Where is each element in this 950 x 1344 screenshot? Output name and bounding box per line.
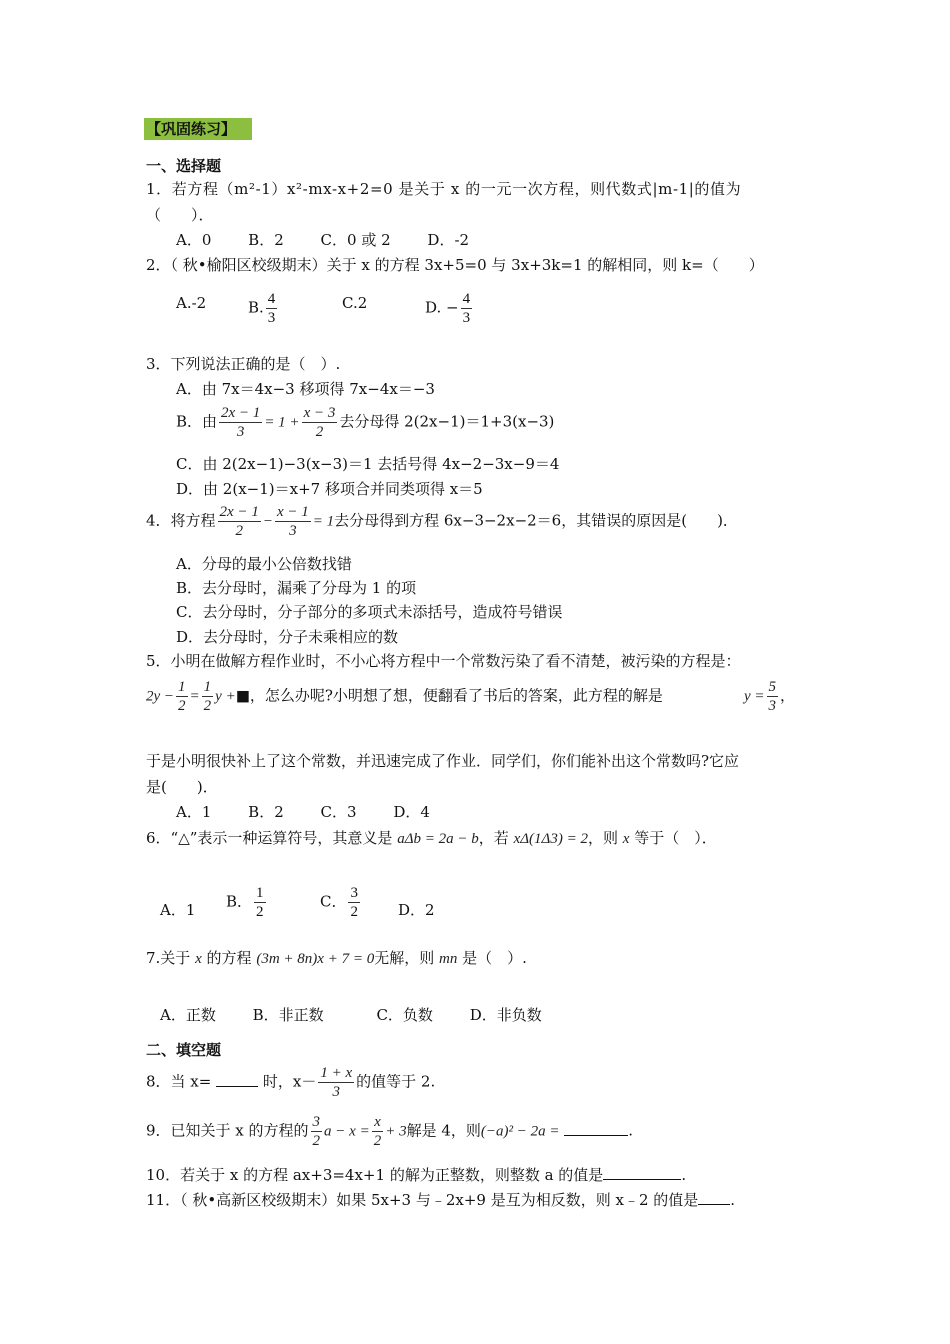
q5-eq-mid: = xyxy=(189,688,200,705)
section-fill-heading: 二、填空题 xyxy=(146,1041,222,1059)
q8-text xyxy=(146,1064,435,1101)
q8-mid: 时，x－ xyxy=(262,1072,317,1091)
q9-m1: a − x = xyxy=(324,1123,370,1140)
q5-option-a: A．1 xyxy=(176,803,212,821)
q10-pre: 10．若关于 x 的方程 ax+3=4x+1 的解为正整数，则整数 a 的值是 xyxy=(146,1166,604,1184)
q9-m2: + 3 xyxy=(385,1123,407,1140)
q11-pre: 11．（ 秋•高新区校级期末）如果 5x+3 与﹣2x+9 是互为相反数，则 x﹣2 的值是 xyxy=(146,1191,699,1209)
q1-option-a: A．0 xyxy=(176,231,212,249)
q4-option-a: A．分母的最小公倍数找错 xyxy=(176,555,352,573)
q6-var: x xyxy=(622,831,630,847)
q5-option-c: C．3 xyxy=(320,803,357,821)
q6-text xyxy=(146,829,717,848)
q4-option-d: D．去分母时，分子未乘相应的数 xyxy=(176,628,399,646)
q1-text-line2: （ ）． xyxy=(146,206,214,224)
q9-pre: 9．已知关于 x 的方程的 xyxy=(146,1121,309,1140)
q4-frac1: $\frac{2x - 1}{2}$ xyxy=(219,504,259,539)
q1-options xyxy=(176,231,501,249)
q3-option-b-frac2: $\frac{x - 3}{2}$ xyxy=(303,405,336,440)
q5-option-d: D．4 xyxy=(393,803,430,821)
q9-mid: 解是 4，则 xyxy=(406,1121,481,1140)
q9-text xyxy=(146,1113,633,1150)
q7-option-d: D．非负数 xyxy=(469,1006,542,1024)
q5-comma: ， xyxy=(780,686,796,705)
q7-post: 是（ ）. xyxy=(462,949,527,967)
q7-option-c: C．负数 xyxy=(376,1006,433,1024)
q2-option-d-label: D. xyxy=(425,298,442,317)
q7-mn: mn xyxy=(439,951,458,967)
q7-eq: (3m + 8n)x + 7 = 0 xyxy=(256,951,375,967)
q1-option-b: B．2 xyxy=(248,231,284,249)
q5-blot: ■ xyxy=(235,686,250,705)
q2-option-b-fraction: $\frac{4}{3}$ xyxy=(267,291,276,326)
q6-option-b-fraction: $\frac{1}{2}$ xyxy=(256,885,264,920)
q6-mid2: ，则 xyxy=(587,829,618,847)
q2-option-a: A.-2 xyxy=(176,294,207,312)
q5-equation-line xyxy=(146,678,663,715)
q2-option-b-label: B. xyxy=(248,298,264,317)
q2-option-c: C.2 xyxy=(342,294,368,312)
q8-post: 的值等于 2. xyxy=(356,1072,436,1091)
q3-option-b xyxy=(176,404,554,441)
q3-text: 3．下列说法正确的是（ ）. xyxy=(146,355,341,373)
q6-mid: ，若 xyxy=(478,829,509,847)
q6-post: 等于（ ）． xyxy=(634,829,717,847)
q6-pre: 6．“△”表示一种运算符号，其意义是 xyxy=(146,829,393,847)
q4-text xyxy=(146,503,738,540)
q6-option-c-label: C． xyxy=(320,892,347,911)
q5-option-b: B．2 xyxy=(248,803,284,821)
q10-text xyxy=(146,1165,686,1184)
q9-frac2: $\frac{x}{2}$ xyxy=(373,1114,382,1149)
q9-frac1: $\frac{3}{2}$ xyxy=(312,1114,321,1149)
q5-text-line1: 5．小明在做解方程作业时，不小心将方程中一个常数污染了看不清楚，被污染的方程是： xyxy=(146,652,741,670)
q9-answer-blank[interactable] xyxy=(564,1121,628,1136)
q4-pre: 4．将方程 xyxy=(146,511,216,530)
q2-option-d xyxy=(425,290,474,327)
q8-answer-blank[interactable] xyxy=(216,1072,258,1087)
q7-options xyxy=(160,1006,574,1024)
q11-text xyxy=(146,1190,735,1209)
q5-sol-lead: y = xyxy=(744,688,765,705)
q3-option-b-post: 去分母得 2(2x−1)＝1+3(x−3) xyxy=(339,412,555,431)
q10-answer-blank[interactable] xyxy=(603,1165,681,1180)
q9-post: . xyxy=(628,1121,634,1140)
q6-option-c-fraction: $\frac{3}{2}$ xyxy=(350,885,358,920)
q3-option-b-frac1: $\frac{2x - 1}{3}$ xyxy=(221,405,261,440)
q10-post: . xyxy=(681,1166,687,1184)
q3-option-c: C．由 2(2x−1)−3(x−3)＝1 去括号得 4x−2−3x−9＝4 xyxy=(176,455,560,473)
q2-option-d-fraction: $\frac{4}{3}$ xyxy=(462,291,471,326)
q4-option-c: C．去分母时，分子部分的多项式未添括号，造成符号错误 xyxy=(176,603,563,621)
q7-var: x xyxy=(195,951,202,967)
q2-option-d-minus: − xyxy=(446,298,459,317)
q7-option-b: B．非正数 xyxy=(252,1006,324,1024)
q6-cond: xΔ(1Δ3) = 2 xyxy=(513,831,588,847)
q1-option-c: C．0 或 2 xyxy=(320,231,391,249)
q2-text: 2．（ 秋•榆阳区校级期末）关于 x 的方程 3x+5=0 与 3x+3k=1 的解相同，则 k=（ ） xyxy=(146,256,764,274)
q4-frac2: $\frac{x - 1}{3}$ xyxy=(276,504,309,539)
q6-option-b-label: B． xyxy=(226,892,253,911)
q5-options xyxy=(176,803,462,821)
q7-text xyxy=(146,949,527,968)
practice-banner: 【巩固练习】 xyxy=(144,118,252,140)
section-choice-heading: 一、选择题 xyxy=(146,157,222,175)
q6-option-d: D．2 xyxy=(398,901,435,919)
q9-expr: (−a)² − 2a = xyxy=(480,1123,560,1140)
q4-op: − xyxy=(262,513,273,530)
q4-eq: = 1 xyxy=(312,513,335,530)
q4-post: 去分母得到方程 6x−3−2x−2＝6，其错误的原因是( )． xyxy=(334,511,738,530)
q11-answer-blank[interactable] xyxy=(698,1190,730,1205)
q5-eq-tail: y + xyxy=(215,688,236,705)
q5-mid-text: ，怎么办呢?小明想了想，便翻看了书后的答案，此方程的解是 xyxy=(249,686,663,705)
q5-frac1: $\frac{1}{2}$ xyxy=(178,679,186,714)
q3-option-d: D．由 2(x−1)＝x+7 移项合并同类项得 x＝5 xyxy=(176,480,483,498)
q8-frac: $\frac{1 + x}{3}$ xyxy=(320,1065,353,1100)
q6-option-a: A．1 xyxy=(160,901,196,919)
q3-option-b-mid: = 1 + xyxy=(264,414,300,431)
q5-text-line2: 于是小明很快补上了这个常数，并迅速完成了作业．同学们，你们能补出这个常数吗?它应 xyxy=(146,752,740,770)
q8-pre: 8．当 x= xyxy=(146,1072,212,1091)
q11-post: . xyxy=(730,1191,736,1209)
q2-option-b xyxy=(248,290,279,327)
q7-mid2: 无解，则 xyxy=(374,949,435,967)
q3-option-b-pre: B．由 xyxy=(176,412,218,431)
q5-text-line3: 是( )． xyxy=(146,778,218,796)
q1-option-d: D．-2 xyxy=(427,231,470,249)
q7-mid: 的方程 xyxy=(206,949,252,967)
q5-eq-lead: 2y − xyxy=(146,688,175,705)
q6-option-c xyxy=(320,884,362,921)
q7-option-a: A．正数 xyxy=(160,1006,216,1024)
q1-text-line1: 1．若方程（m²-1）x²-mx-x+2=0 是关于 x 的一元一次方程，则代数式|m-1|的值为 xyxy=(146,180,742,198)
q3-option-a: A．由 7x＝4x−3 移项得 7x−4x＝−3 xyxy=(176,380,435,398)
q5-solution xyxy=(744,678,795,715)
q4-option-b: B．去分母时，漏乘了分母为 1 的项 xyxy=(176,579,417,597)
q6-option-b xyxy=(226,884,268,921)
q6-def: aΔb = 2a − b xyxy=(397,831,479,847)
q5-frac2: $\frac{1}{2}$ xyxy=(203,679,212,714)
q7-pre: 7.关于 xyxy=(146,949,191,967)
q5-sol-frac: $\frac{5}{3}$ xyxy=(768,679,777,714)
